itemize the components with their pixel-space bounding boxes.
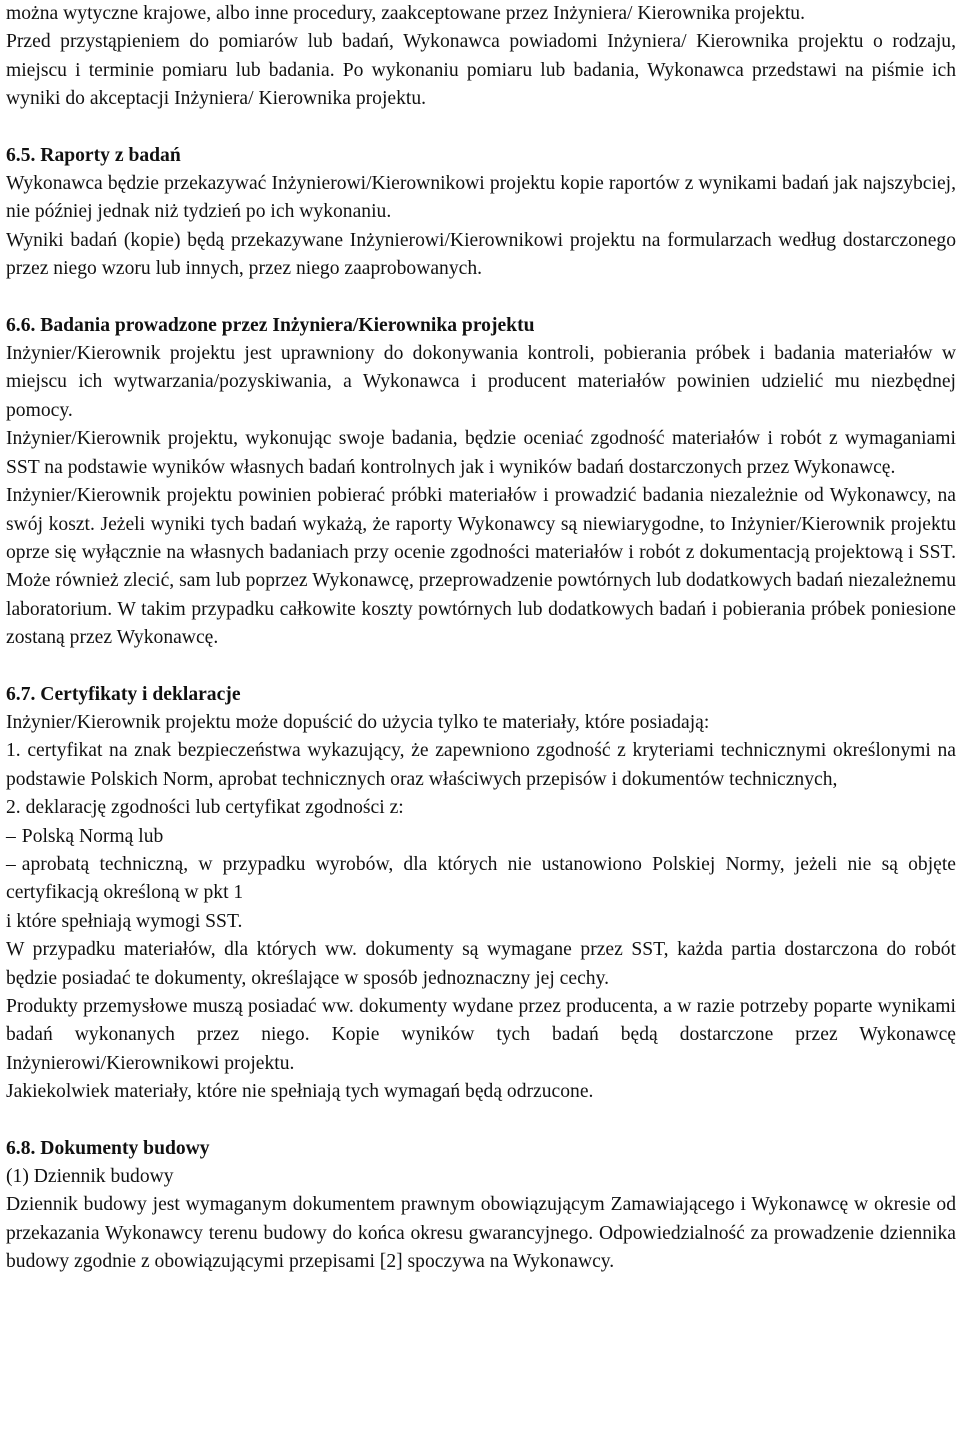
paragraph: Produkty przemysłowe muszą posiadać ww. dokumenty wydane przez producenta, a w razie potrzeby poparte wynikami badań wykonanych przez niego. Kopie wyników tych badań będą dostarczone przez Wykonawcę Inżynierowi/Kierownikowi projektu. bbox=[6, 996, 956, 1074]
spacer bbox=[6, 114, 956, 142]
dash-item-text: Polską Normą lub bbox=[21, 825, 164, 847]
dash-bullet: – bbox=[6, 853, 16, 875]
spacer bbox=[6, 1107, 956, 1135]
paragraph: Inżynier/Kierownik projektu, wykonując swoje badania, będzie oceniać zgodność materiałów i robót z wymaganiami SST na podstawie wyników własnych badań kontrolnych jak i wyników badań dostarczonych przez Wykonawcę. bbox=[6, 428, 956, 478]
paragraph: Inżynier/Kierownik projektu jest uprawniony do dokonywania kontroli, pobierania próbek i badania materiałów w miejscu ich wytwarzania/pozyskiwania, a Wykonawca i producent materiałów powinien udzielić mu niezbędnej pomocy. bbox=[6, 343, 956, 421]
dash-list-item bbox=[6, 851, 956, 908]
paragraph: Inżynier/Kierownik projektu powinien pobierać próbki materiałów i prowadzić badania niezależnie od Wykonawcy, na swój koszt. Jeżeli wyniki tych badań wykażą, że raporty Wykonawcy są niewiarygodne, to Inżynier/Kierownik projektu oprze się wyłącznie na własnych badaniach przy ocenie zgodności materiałów i robót z dokumentacją projektową i SST. Może również zlecić, sam lub poprzez Wykonawcę, przeprowadzenie powtórnych lub dodatkowych badań niezależnemu laboratorium. W takim przypadku całkowite koszty powtórnych lub dodatkowych badań i pobierania próbek poniesione zostaną przez Wykonawcę. bbox=[6, 485, 956, 649]
paragraph: można wytyczne krajowe, albo inne procedury, zaakceptowane przez Inżyniera/ Kierownika projektu. bbox=[6, 3, 805, 24]
paragraph: i które spełniają wymogi SST. bbox=[6, 910, 243, 932]
paragraph: Przed przystąpieniem do pomiarów lub badań, Wykonawca powiadomi Inżyniera/ Kierownika projektu o rodzaju, miejscu i terminie pomiaru lub badania. Po wykonaniu pomiaru lub badania, Wykonawca przedstawi na piśmie ich wyniki do akceptacji Inżyniera/ Kierownika projektu. bbox=[6, 31, 956, 110]
dash-bullet: – bbox=[6, 825, 16, 847]
section-heading-6-8: 6.8. Dokumenty budowy bbox=[6, 1137, 210, 1159]
list-item: 2. deklarację zgodności lub certyfikat zgodności z: bbox=[6, 797, 404, 819]
list-item: 1. certyfikat na znak bezpieczeństwa wykazujący, że zapewniono zgodność z kryteriami technicznymi określonymi na podstawie Polskich Norm, aprobat technicznych oraz właściwych przepisów i dokumentów technicznych, bbox=[6, 740, 956, 790]
paragraph: Dziennik budowy jest wymaganym dokumentem prawnym obowiązującym Zamawiającego i Wykonawcę w okresie od przekazania Wykonawcy terenu budowy do końca okresu gwarancyjnego. Odpowiedzialność za prowadzenie dziennika budowy zgodnie z obowiązującymi przepisami [2] spoczywa na Wykonawcy. bbox=[6, 1194, 956, 1273]
document-page bbox=[6, 0, 956, 1277]
paragraph: Wyniki badań (kopie) będą przekazywane Inżynierowi/Kierownikowi projektu na formularzach według dostarczonego przez niego wzoru lub innych, przez niego zaaprobowanych. bbox=[6, 229, 956, 280]
dash-list-item bbox=[6, 823, 956, 851]
spacer bbox=[6, 284, 956, 312]
paragraph: W przypadku materiałów, dla których ww. dokumenty są wymagane przez SST, każda partia dostarczona do robót będzie posiadać te dokumenty, określające w sposób jednoznaczny jej cechy. bbox=[6, 939, 956, 989]
paragraph: Wykonawca będzie przekazywać Inżynierowi/Kierownikowi projektu kopie raportów z wynikami badań jak najszybciej, nie później jednak niż tydzień po ich wykonaniu. bbox=[6, 173, 956, 223]
spacer bbox=[6, 653, 956, 681]
section-heading-6-6: 6.6. Badania prowadzone przez Inżyniera/Kierownika projektu bbox=[6, 314, 535, 336]
section-heading-6-5: 6.5. Raporty z badań bbox=[6, 144, 181, 166]
paragraph: Inżynier/Kierownik projektu może dopuścić do użycia tylko te materiały, które posiadają: bbox=[6, 711, 710, 733]
paragraph: Jakiekolwiek materiały, które nie spełniają tych wymagań będą odrzucone. bbox=[6, 1081, 594, 1103]
subheading: (1) Dziennik budowy bbox=[6, 1166, 174, 1188]
dash-item-text: aprobatą techniczną, w przypadku wyrobów, dla których nie ustanowiono Polskiej Normy, jeżeli nie są objęte certyfikacją określoną w pkt 1 bbox=[6, 853, 956, 904]
section-heading-6-7: 6.7. Certyfikaty i deklaracje bbox=[6, 683, 241, 705]
